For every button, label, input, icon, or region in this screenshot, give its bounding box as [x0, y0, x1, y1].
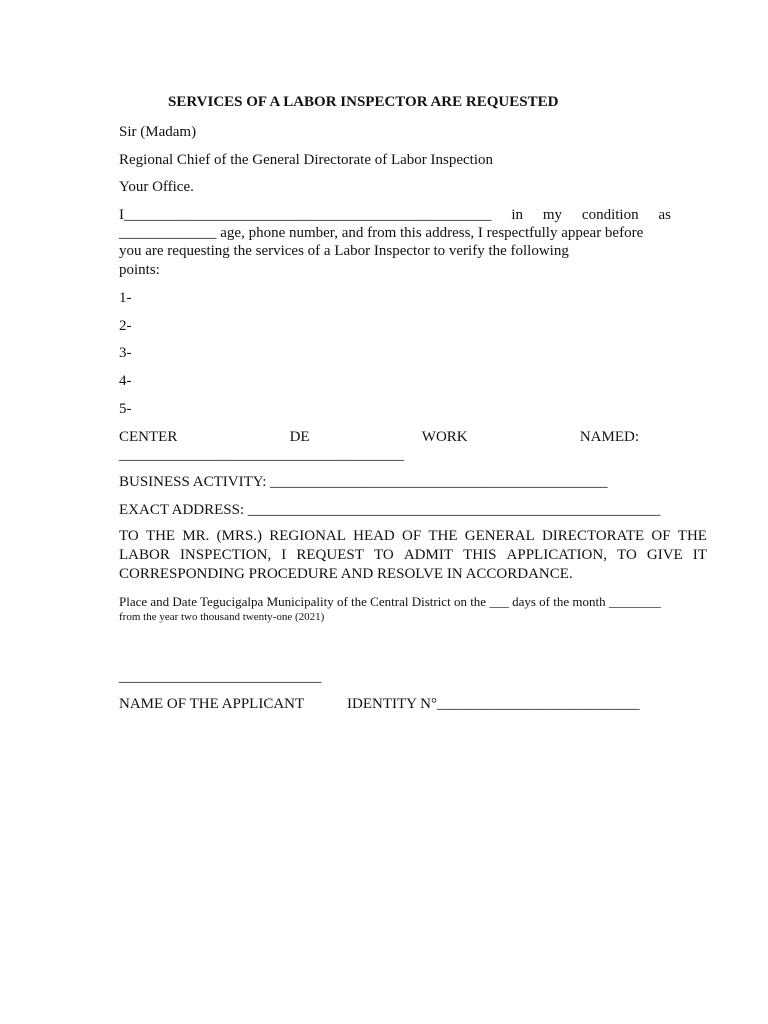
- request-word: TO: [617, 547, 637, 563]
- point-item: 1-: [119, 290, 132, 306]
- request-word: (MRS.): [216, 528, 263, 544]
- identity-label: IDENTITY N°___________________________: [347, 696, 640, 712]
- request-word: OF: [401, 528, 422, 544]
- place-date-line: Place and Date Tegucigalpa Municipality of the Central District on the ___ days of the month ________: [119, 594, 661, 609]
- request-word: APPLICATION,: [506, 547, 607, 563]
- applicant-label: NAME OF THE APPLICANT: [119, 696, 305, 712]
- intro-line-1: [119, 206, 671, 224]
- work-center-word: CENTER: [119, 429, 178, 445]
- request-word: THE: [677, 528, 707, 544]
- request-word: TO: [373, 547, 394, 563]
- request-word: OF: [651, 528, 671, 544]
- request-word: LABOR: [119, 547, 170, 563]
- intro-word: my: [542, 207, 563, 223]
- request-word: TO: [119, 528, 139, 544]
- signature-line: ___________________________: [119, 669, 322, 685]
- point-item: 2-: [119, 318, 132, 334]
- work-center-word: NAMED:: [579, 429, 639, 445]
- request-word: REGIONAL: [269, 528, 346, 544]
- request-word: THE: [428, 528, 458, 544]
- request-word: THIS: [463, 547, 497, 563]
- work-center-word: WORK: [421, 429, 468, 445]
- request-paragraph: [119, 527, 707, 584]
- addressee: Regional Chief of the General Directorate of Labor Inspection: [119, 152, 494, 168]
- intro-line-2: _____________ age, phone number, and from this address, I respectfully appear before: [119, 225, 644, 241]
- request-line-3: CORRESPONDING PROCEDURE AND RESOLVE IN ACCORDANCE.: [119, 566, 573, 582]
- request-word: I: [281, 547, 287, 563]
- request-word: INSPECTION,: [179, 547, 272, 563]
- request-word: DIRECTORATE: [541, 528, 645, 544]
- applicant-name-blank: I_________________________________________________: [119, 207, 492, 223]
- year-line: from the year two thousand twenty-one (2021): [119, 611, 325, 623]
- office-line: Your Office.: [119, 179, 194, 195]
- intro-line-4: points:: [119, 262, 160, 278]
- work-center-word: DE: [289, 429, 310, 445]
- work-center-line: [119, 428, 639, 446]
- intro-line-3: you are requesting the services of a Labor Inspector to verify the following: [119, 243, 569, 259]
- point-item: 5-: [119, 401, 132, 417]
- request-line-1: [119, 527, 707, 546]
- intro-word: in: [511, 207, 524, 223]
- request-word: MR.: [182, 528, 210, 544]
- request-word: HEAD: [353, 528, 395, 544]
- work-center-blank: ______________________________________: [119, 447, 404, 463]
- point-item: 3-: [119, 345, 132, 361]
- point-item: 4-: [119, 373, 132, 389]
- request-word: IT: [692, 547, 707, 563]
- business-activity-line: BUSINESS ACTIVITY: _____________________________________________: [119, 474, 608, 490]
- request-word: GIVE: [646, 547, 683, 563]
- intro-word: condition: [581, 207, 639, 223]
- document-title: SERVICES OF A LABOR INSPECTOR ARE REQUESTED: [168, 94, 559, 110]
- request-word: GENERAL: [464, 528, 535, 544]
- request-word: REQUEST: [296, 547, 364, 563]
- exact-address-line: EXACT ADDRESS: _______________________________________________________: [119, 502, 661, 518]
- salutation: Sir (Madam): [119, 124, 197, 140]
- request-line-2: [119, 546, 707, 565]
- intro-word: as: [658, 207, 671, 223]
- request-word: ADMIT: [403, 547, 453, 563]
- request-word: THE: [145, 528, 176, 544]
